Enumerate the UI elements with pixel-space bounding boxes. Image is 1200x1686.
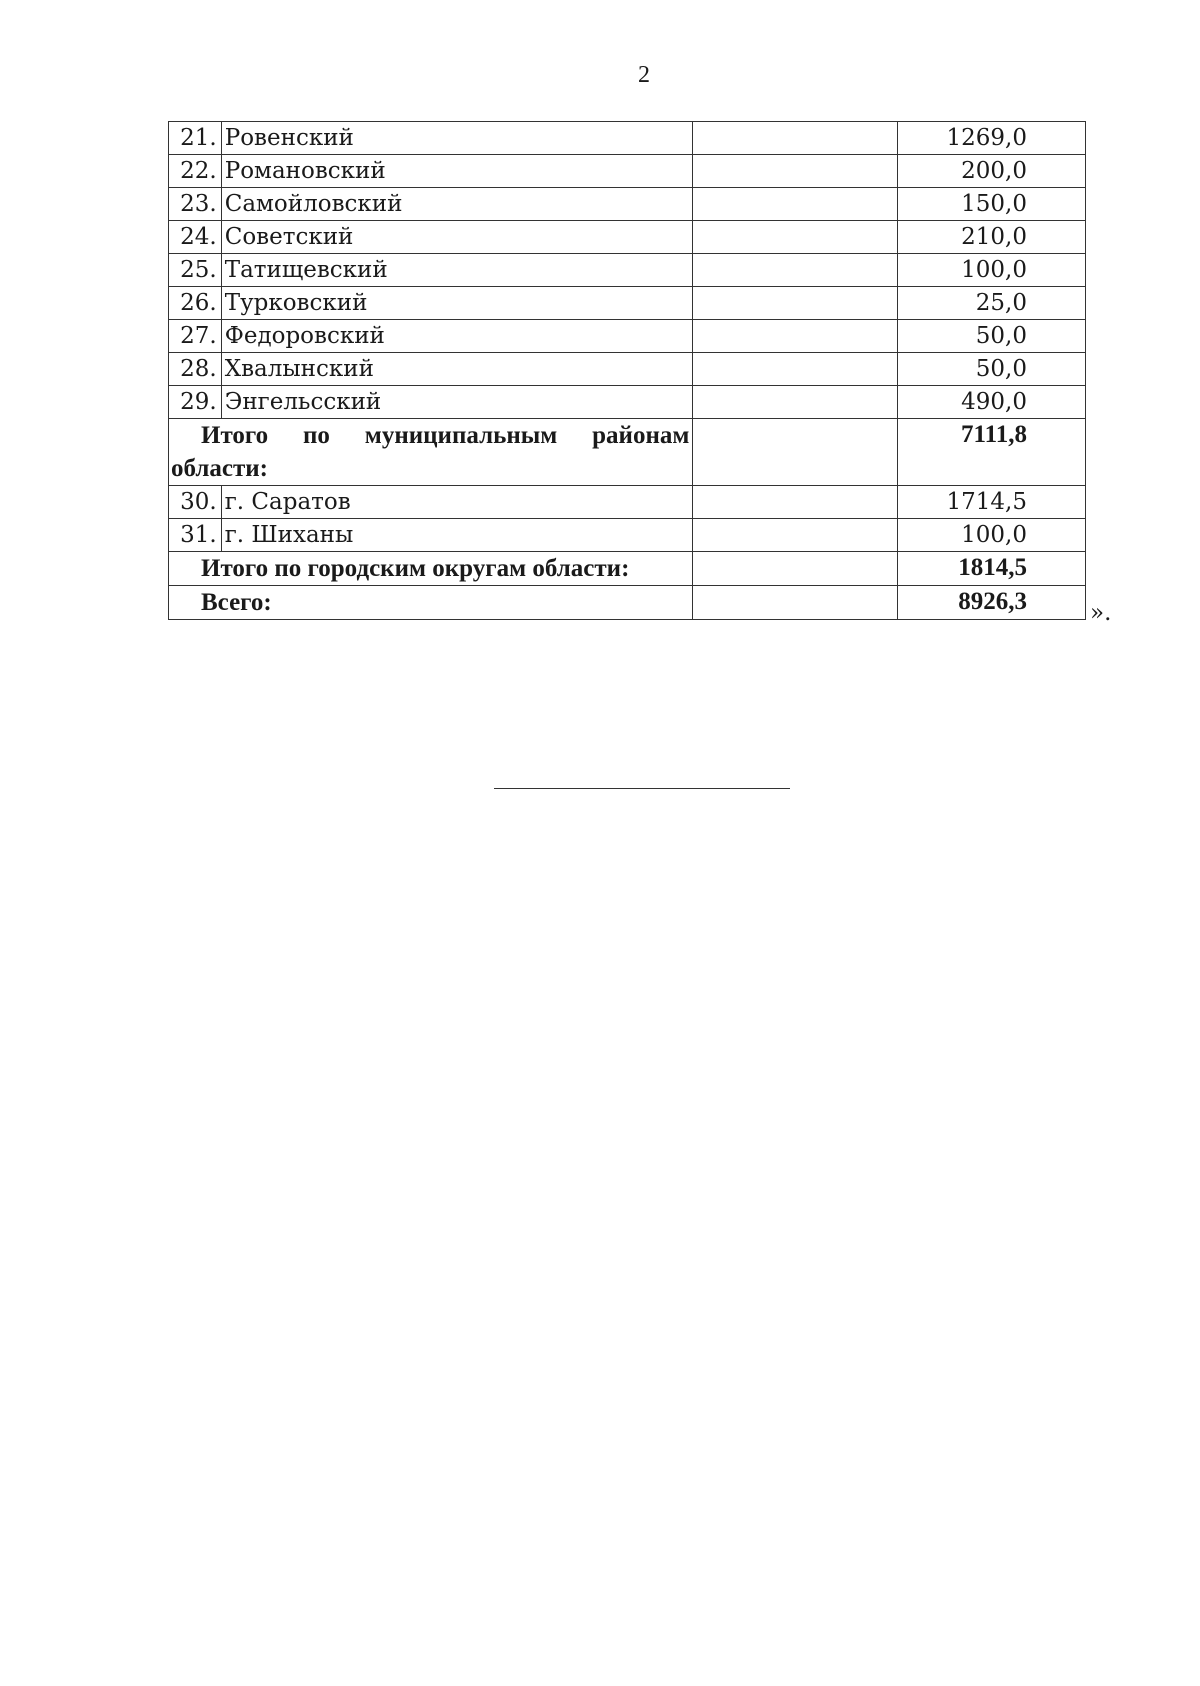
total-label: Всего:	[169, 586, 693, 620]
amount-value: 150,0	[898, 188, 1086, 221]
empty-cell	[693, 586, 898, 620]
table-row	[169, 188, 1086, 221]
amount-value: 50,0	[898, 353, 1086, 386]
row-number: 21.	[169, 122, 222, 155]
row-number: 29.	[169, 386, 222, 419]
amount-value: 200,0	[898, 155, 1086, 188]
amount-value: 50,0	[898, 320, 1086, 353]
subtotal-districts-label-line1: Итого по муниципальным районам	[201, 422, 690, 449]
empty-cell	[693, 320, 898, 353]
subtotal-cities-value: 1814,5	[898, 552, 1086, 586]
subtotal-cities-row	[169, 552, 1086, 586]
page-number: 2	[638, 62, 650, 88]
district-name: Хвалынский	[221, 353, 693, 386]
table-row	[169, 122, 1086, 155]
closing-quote: ».	[1090, 600, 1112, 626]
table-row	[169, 353, 1086, 386]
row-number: 31.	[169, 519, 222, 552]
row-number: 26.	[169, 287, 222, 320]
amount-value: 210,0	[898, 221, 1086, 254]
table-row	[169, 486, 1086, 519]
subtotal-districts-label-line2: области:	[171, 455, 269, 482]
amount-value: 1269,0	[898, 122, 1086, 155]
table-row	[169, 287, 1086, 320]
row-number: 24.	[169, 221, 222, 254]
empty-cell	[693, 254, 898, 287]
empty-cell	[693, 486, 898, 519]
amount-value: 25,0	[898, 287, 1086, 320]
district-name: Татищевский	[221, 254, 693, 287]
district-name: Самойловский	[221, 188, 693, 221]
empty-cell	[693, 188, 898, 221]
table-row	[169, 254, 1086, 287]
empty-cell	[693, 419, 898, 486]
total-row	[169, 586, 1086, 620]
amount-value: 100,0	[898, 254, 1086, 287]
empty-cell	[693, 552, 898, 586]
row-number: 23.	[169, 188, 222, 221]
city-name: г. Саратов	[221, 486, 693, 519]
district-name: Турковский	[221, 287, 693, 320]
district-name: Федоровский	[221, 320, 693, 353]
allocation-table	[168, 121, 1086, 620]
amount-value: 1714,5	[898, 486, 1086, 519]
subtotal-cities-label: Итого по городским округам области:	[169, 552, 693, 586]
district-name: Энгельсский	[221, 386, 693, 419]
empty-cell	[693, 122, 898, 155]
empty-cell	[693, 155, 898, 188]
empty-cell	[693, 221, 898, 254]
district-name: Романовский	[221, 155, 693, 188]
empty-cell	[693, 519, 898, 552]
row-number: 27.	[169, 320, 222, 353]
empty-cell	[693, 386, 898, 419]
district-name: Советский	[221, 221, 693, 254]
table-row	[169, 519, 1086, 552]
city-name: г. Шиханы	[221, 519, 693, 552]
row-number: 25.	[169, 254, 222, 287]
empty-cell	[693, 287, 898, 320]
subtotal-districts-row	[169, 419, 1086, 486]
end-divider	[494, 788, 790, 789]
table-row	[169, 386, 1086, 419]
table-row	[169, 221, 1086, 254]
district-name: Ровенский	[221, 122, 693, 155]
table-row	[169, 155, 1086, 188]
amount-value: 490,0	[898, 386, 1086, 419]
row-number: 28.	[169, 353, 222, 386]
row-number: 22.	[169, 155, 222, 188]
row-number: 30.	[169, 486, 222, 519]
subtotal-districts-label	[169, 419, 693, 486]
empty-cell	[693, 353, 898, 386]
table-row	[169, 320, 1086, 353]
amount-value: 100,0	[898, 519, 1086, 552]
total-value: 8926,3	[898, 586, 1086, 620]
subtotal-districts-value: 7111,8	[898, 419, 1086, 486]
